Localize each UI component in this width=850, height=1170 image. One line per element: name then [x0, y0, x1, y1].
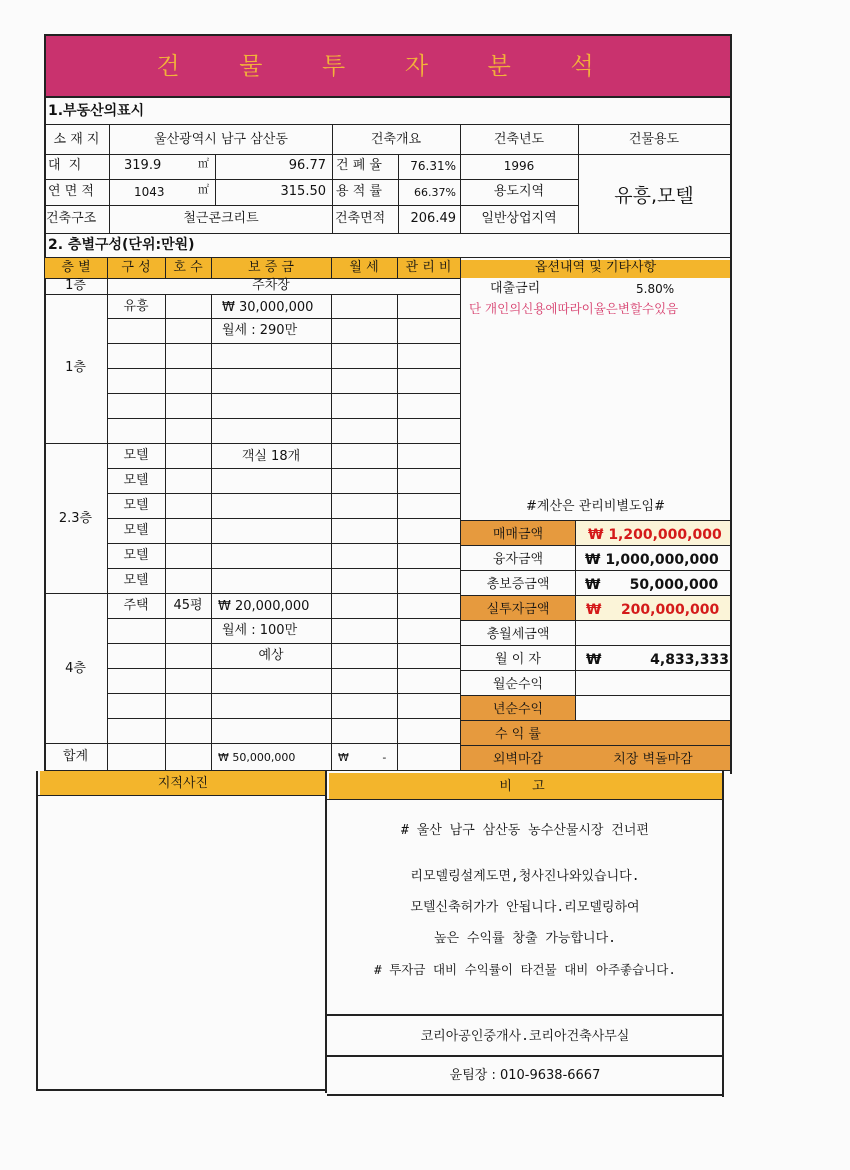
floor4-label: 4층	[65, 661, 86, 676]
parking-value: 주차장	[252, 278, 290, 293]
contact-info: 윤팀장 : 010-9638-6667	[449, 1068, 601, 1083]
land-unit: ㎡	[198, 157, 209, 170]
building-area-value: 206.49	[410, 211, 456, 226]
summary-label-invest: 실투자금액	[486, 602, 550, 617]
remark-line-4: 높은 수익률 창출 가능합니다.	[433, 931, 616, 946]
header-unit: 호 수	[173, 260, 203, 275]
zone-value: 일반상업지역	[481, 211, 557, 226]
summary-label-yield: 수 익 률	[495, 727, 541, 742]
loan-rate-label: 대출금리	[490, 281, 541, 296]
summary-label-annual-net: 년순수익	[492, 702, 544, 717]
floor4-size: 45평	[173, 598, 203, 613]
summary-value-interest: ₩ 4,833,333	[586, 652, 730, 668]
summary-value-loan: ₩ 1,000,000,000	[585, 552, 719, 568]
floor-area-label: 연 면 적	[48, 184, 94, 199]
remark-line-1: # 울산 남구 삼산동 농수산물시장 건너편	[401, 823, 649, 838]
structure-label: 건축구조	[46, 211, 97, 226]
section1-heading: 1.부동산의표시	[48, 103, 145, 119]
zone-label: 용도지역	[493, 184, 545, 199]
total-deposit: ₩ 50,000,000	[218, 751, 296, 764]
photo-label: 지적사진	[157, 776, 209, 791]
summary-label-sale: 매매금액	[492, 527, 544, 542]
floor4-rent: 월세 : 100만	[222, 623, 298, 638]
floor23-label: 2.3층	[58, 511, 93, 526]
floor4-use: 주택	[123, 598, 149, 613]
summary-value-deposit: ₩ 50,000,000	[585, 577, 719, 593]
header-options: 옵션내역 및 기타사항	[534, 260, 657, 275]
rooms-count: 객실 18개	[241, 449, 301, 464]
overview-label: 건축개요	[370, 132, 422, 147]
parking-floor-label: 1층	[65, 278, 86, 293]
floor-area-pyeong: 315.50	[280, 184, 326, 199]
calc-note: #계산은 관리비별도임#	[526, 499, 665, 514]
floor1-deposit: ₩ 30,000,000	[222, 300, 314, 315]
address-value: 울산광역시 남구 삼산동	[154, 132, 288, 147]
use-value: 유흥,모텔	[614, 185, 694, 207]
floor1-use: 유흥	[123, 299, 149, 314]
year-value: 1996	[503, 159, 535, 173]
address-label: 소 재 지	[53, 132, 100, 147]
bcr-label: 건 폐 율	[336, 158, 382, 173]
floor4-note: 예상	[258, 648, 284, 663]
section2-heading: 2. 층별구성(단위:만원)	[48, 237, 195, 253]
motel-row-2: 모텔	[123, 473, 149, 488]
header-composition: 구 성	[121, 260, 151, 275]
floor-area-unit: ㎡	[198, 183, 209, 196]
floor4-deposit: ₩ 20,000,000	[218, 599, 310, 614]
floor1-rent: 월세 : 290만	[222, 323, 298, 338]
floor1-label: 1층	[65, 360, 86, 375]
floor-area-m2: 1043	[134, 185, 165, 199]
loan-rate-value: 5.80%	[636, 282, 675, 296]
header-rent: 월 세	[349, 260, 379, 275]
summary-label-total-rent: 총월세금액	[486, 627, 550, 642]
far-value: 66.37%	[414, 186, 456, 199]
summary-label-loan: 융자금액	[492, 552, 544, 567]
summary-value-sale: ₩ 1,200,000,000	[588, 527, 722, 543]
land-label: 대 지	[48, 158, 84, 173]
header-fee: 관 리 비	[405, 260, 452, 275]
bcr-value: 76.31%	[410, 159, 456, 173]
total-label: 합계	[62, 749, 89, 764]
header-deposit: 보 증 금	[248, 260, 294, 275]
remark-line-2: 리모델링설계도면,청사진나와있습니다.	[410, 869, 640, 884]
motel-row-1: 모텔	[123, 448, 149, 463]
company-name: 코리아공인중개사.코리아건축사무실	[420, 1029, 630, 1044]
summary-label-monthly-net: 월순수익	[492, 677, 544, 692]
summary-label-exterior: 외벽마감	[492, 752, 544, 767]
remark-line-3: 모텔신축허가가 안됩니다.리모델링하여	[410, 900, 640, 915]
structure-value: 철근콘크리트	[183, 211, 259, 226]
page-title: 건 물 투 자 분 석	[44, 34, 732, 98]
use-label: 건물용도	[628, 132, 680, 147]
summary-label-interest: 월 이 자	[495, 652, 541, 667]
building-area-label: 건축면적	[335, 211, 386, 226]
total-rent: ₩ -	[338, 751, 387, 764]
remarks-label: 비 고	[499, 779, 553, 794]
motel-row-5: 모텔	[123, 548, 149, 563]
motel-row-6: 모텔	[123, 573, 149, 588]
remark-line-5: # 투자금 대비 수익률이 타건물 대비 아주좋습니다.	[374, 962, 676, 977]
year-label: 건축년도	[493, 132, 545, 147]
motel-row-3: 모텔	[123, 498, 149, 513]
motel-row-4: 모텔	[123, 523, 149, 538]
summary-label-deposit: 총보증금액	[486, 577, 550, 592]
land-m2: 319.9	[124, 158, 162, 173]
summary-value-exterior: 치장 벽돌마감	[613, 752, 693, 767]
summary-value-invest: ₩ 200,000,000	[586, 602, 720, 618]
far-label: 용 적 률	[336, 184, 382, 199]
land-pyeong: 96.77	[288, 158, 326, 173]
loan-rate-note: 단 개인의신용에따라이율은변할수있음	[469, 301, 679, 316]
header-floor: 층 별	[61, 260, 91, 275]
